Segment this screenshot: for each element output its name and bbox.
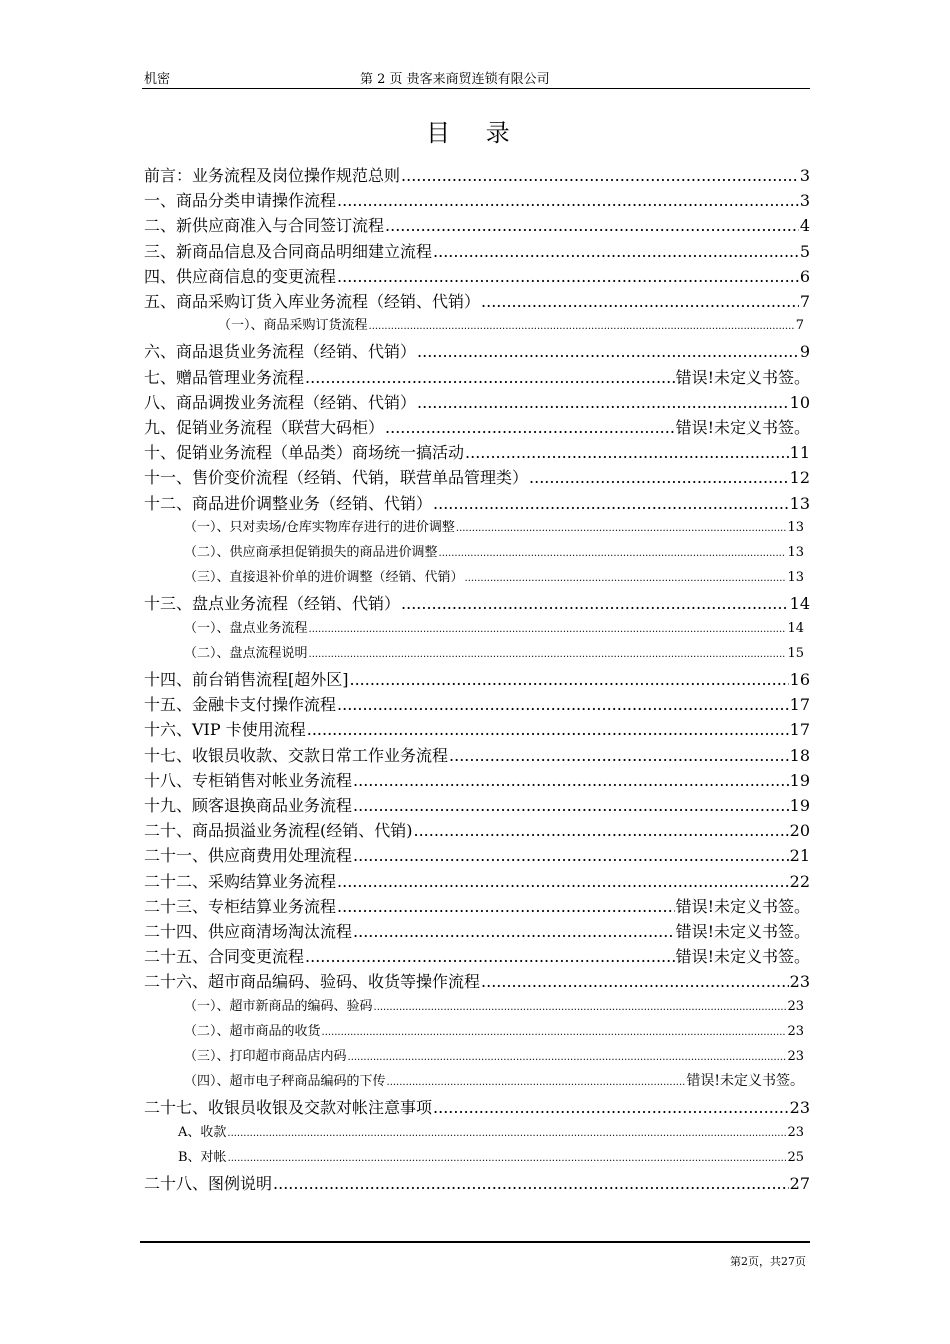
toc-entry-label: 三、新商品信息及合同商品明细建立流程 xyxy=(144,241,433,261)
toc-entry-page: 7 xyxy=(795,318,804,334)
toc-entry-page: 13 xyxy=(789,493,810,513)
toc-entry-label: 二十三、专柜结算业务流程 xyxy=(144,896,337,916)
toc-entry-page: 22 xyxy=(789,871,810,891)
toc-entry-label: 五、商品采购订货入库业务流程（经销、代销） xyxy=(144,292,481,311)
toc-leader-dots xyxy=(449,746,789,765)
toc-leader-dots xyxy=(387,1074,686,1089)
toc-entry-page: 3 xyxy=(799,191,810,211)
toc-entry-page: 14 xyxy=(787,620,804,636)
toc-leader-dots xyxy=(439,545,787,560)
toc-entry-label: A、收款 xyxy=(178,1124,227,1140)
toc-entry-page: 9 xyxy=(799,342,810,362)
toc-entry-page: 13 xyxy=(787,545,804,560)
toc-entry[interactable] xyxy=(144,264,810,287)
toc-entry[interactable] xyxy=(144,390,810,413)
toc-entry-label: 十七、收银员收款、交款日常工作业务流程 xyxy=(144,745,449,765)
toc-entry-label: （三）、直接退补价单的进价调整（经销、代销） xyxy=(184,570,464,586)
toc-entry-label: 前言：业务流程及岗位操作规范总则 xyxy=(144,166,401,185)
toc-entry[interactable] xyxy=(184,1020,804,1039)
toc-entry-page: 17 xyxy=(789,720,810,740)
toc-entry[interactable] xyxy=(144,491,810,514)
toc-entry[interactable] xyxy=(178,1121,804,1140)
toc-title: 目 录 xyxy=(426,119,524,147)
toc-entry-label: （三）、打印超市商品店内码 xyxy=(184,1049,347,1064)
toc-entry-label: 二十四、供应商清场淘汰流程 xyxy=(144,922,353,941)
toc-leader-dots xyxy=(401,166,799,185)
toc-entry[interactable] xyxy=(144,843,810,866)
toc-entry-label: （一）、商品采购订货流程 xyxy=(218,318,368,334)
toc-entry-label: 十八、专柜销售对帐业务流程 xyxy=(144,770,353,790)
toc-leader-dots xyxy=(350,670,789,689)
toc-leader-dots xyxy=(433,242,799,261)
toc-entry-page: 错误!未定义书签。 xyxy=(675,922,810,941)
toc-entry-label: 十一、售价变价流程（经销、代销，联营单品管理类） xyxy=(144,468,529,488)
toc-entry-page: 10 xyxy=(789,392,810,412)
toc-entry[interactable] xyxy=(144,213,810,236)
toc-leader-dots xyxy=(374,999,787,1014)
toc-entry[interactable] xyxy=(144,793,810,816)
toc-leader-dots xyxy=(353,796,789,815)
toc-entry-page: 错误!未定义书签。 xyxy=(675,896,810,916)
toc-entry-page: 12 xyxy=(789,468,810,488)
toc-entry[interactable] xyxy=(144,1171,810,1194)
toc-entry[interactable] xyxy=(144,365,810,388)
toc-entry-page: 23 xyxy=(787,1023,804,1039)
toc-entry-page: 23 xyxy=(787,1124,804,1140)
toc-entry-label: 二十一、供应商费用处理流程 xyxy=(144,846,353,866)
toc-entry-page: 4 xyxy=(799,216,810,236)
toc-leader-dots xyxy=(337,267,799,286)
toc-leader-dots xyxy=(348,1049,787,1064)
header-confidential: 机密 xyxy=(144,72,171,87)
toc-entry-page: 14 xyxy=(789,594,810,614)
toc-entry-label: 二十六、超市商品编码、验码、收货等操作流程 xyxy=(144,972,481,992)
toc-entry[interactable] xyxy=(144,692,810,715)
toc-leader-dots xyxy=(417,342,799,361)
toc-entry-label: 十二、商品进价调整业务（经销、代销） xyxy=(144,493,433,513)
toc-leader-dots xyxy=(481,292,799,311)
toc-entry-label: 二十二、采购结算业务流程 xyxy=(144,871,337,891)
toc-entry-page: 6 xyxy=(799,266,810,286)
toc-entry[interactable] xyxy=(144,289,810,312)
toc-leader-dots xyxy=(353,922,675,941)
toc-entry[interactable] xyxy=(144,339,810,362)
toc-entry-label: （二）、盘点流程说明 xyxy=(184,645,308,661)
toc-entry[interactable] xyxy=(144,717,810,740)
toc-leader-dots xyxy=(337,897,675,916)
toc-entry-page: 11 xyxy=(789,443,810,463)
toc-entry-page: 23 xyxy=(789,972,810,992)
toc-entry-label: 十九、顾客退换商品业务流程 xyxy=(144,796,353,815)
toc-leader-dots xyxy=(456,520,787,535)
toc-entry-label: 八、商品调拨业务流程（经销、代销） xyxy=(144,392,417,412)
toc-entry-page: 18 xyxy=(789,745,810,765)
toc-entry-page: 3 xyxy=(799,166,810,185)
toc-leader-dots xyxy=(417,393,789,412)
header-page-company: 第 2 页 贵客来商贸连锁有限公司 xyxy=(360,72,550,87)
toc-entry-label: 一、商品分类申请操作流程 xyxy=(144,191,337,211)
toc-entry[interactable] xyxy=(144,768,810,791)
toc-entry[interactable] xyxy=(144,188,810,211)
toc-entry[interactable] xyxy=(184,642,804,661)
toc-entry[interactable] xyxy=(144,667,810,690)
toc-entry-label: （一）、只对卖场/仓库实物库存进行的进价调整 xyxy=(184,519,455,535)
toc-entry[interactable] xyxy=(184,541,804,560)
toc-entry-label: 二十七、收银员收银及交款对帐注意事项 xyxy=(144,1098,433,1118)
toc-leader-dots xyxy=(337,872,789,891)
toc-entry[interactable] xyxy=(144,743,810,766)
toc-leader-dots xyxy=(385,418,675,437)
toc-entry-page: 17 xyxy=(789,695,810,715)
toc-entry[interactable] xyxy=(144,919,810,942)
toc-leader-dots xyxy=(465,443,789,462)
toc-entry[interactable] xyxy=(184,566,804,585)
toc-leader-dots xyxy=(353,771,789,790)
toc-entry[interactable] xyxy=(144,415,810,438)
toc-entry-page: 19 xyxy=(789,796,810,815)
toc-entry-label: （二）、超市商品的收货 xyxy=(184,1023,321,1039)
toc-leader-dots xyxy=(273,1174,789,1193)
toc-entry-label: 六、商品退货业务流程（经销、代销） xyxy=(144,342,417,362)
toc-leader-dots xyxy=(309,621,787,636)
toc-entry-page: 20 xyxy=(789,821,810,841)
footer-rule xyxy=(140,1241,810,1243)
toc-entry-label: 七、赠品管理业务流程 xyxy=(144,367,305,387)
toc-leader-dots xyxy=(227,1125,786,1140)
toc-leader-dots xyxy=(337,695,789,714)
toc-entry-label: 十五、金融卡支付操作流程 xyxy=(144,695,337,715)
toc-entry-label: 十、促销业务流程（单品类）商场统一搞活动 xyxy=(144,443,465,463)
toc-entry-label: （一）、超市新商品的编码、验码 xyxy=(184,998,373,1014)
footer-page-number: 第2页，共27页 xyxy=(730,1255,806,1268)
toc-entry[interactable] xyxy=(144,944,810,967)
toc-entry-label: （二）、供应商承担促销损失的商品进价调整 xyxy=(184,545,438,560)
toc-entry-page: 23 xyxy=(787,1049,804,1064)
toc-entry[interactable] xyxy=(184,617,804,636)
toc-entry-label: 十三、盘点业务流程（经销、代销） xyxy=(144,594,401,614)
toc-entry-label: 二十五、合同变更流程 xyxy=(144,947,305,967)
toc-entry[interactable] xyxy=(144,1095,810,1118)
toc-entry-page: 23 xyxy=(789,1098,810,1118)
toc-entry-page: 15 xyxy=(787,645,804,661)
toc-entry-page: 13 xyxy=(787,519,804,535)
toc-entry[interactable] xyxy=(144,239,810,262)
toc-entry-page: 27 xyxy=(789,1174,810,1193)
header-rule xyxy=(142,88,810,89)
toc-entry[interactable] xyxy=(144,591,810,614)
toc-leader-dots xyxy=(433,1098,789,1117)
toc-leader-dots xyxy=(353,846,789,865)
toc-entry-label: 二、新供应商准入与合同签订流程 xyxy=(144,216,385,236)
toc-entry[interactable] xyxy=(218,314,804,333)
toc-leader-dots xyxy=(309,646,787,661)
toc-entry-page: 23 xyxy=(787,998,804,1014)
toc-entry-page: 错误!未定义书签。 xyxy=(675,418,810,437)
toc-entry-label: 十六、VIP 卡使用流程 xyxy=(144,720,306,740)
toc-entry-label: （一）、盘点业务流程 xyxy=(184,620,308,636)
toc-entry-label: 四、供应商信息的变更流程 xyxy=(144,266,337,286)
toc-entry[interactable] xyxy=(144,163,810,186)
toc-leader-dots xyxy=(401,594,789,613)
toc-entry[interactable] xyxy=(144,465,810,488)
toc-entry-label: B、对帐 xyxy=(178,1149,227,1165)
toc-leader-dots xyxy=(228,1150,787,1165)
toc-entry-page: 错误!未定义书签。 xyxy=(675,367,810,387)
toc-entry-page: 5 xyxy=(799,241,810,261)
toc-entry-label: （四）、超市电子秤商品编码的下传 xyxy=(184,1074,386,1090)
toc-entry[interactable] xyxy=(184,1070,804,1090)
toc-entry-label: 二十、商品损溢业务流程(经销、代销) xyxy=(144,821,413,841)
toc-entry-label: 十四、前台销售流程[超外区] xyxy=(144,670,349,689)
toc-leader-dots xyxy=(465,570,787,585)
toc-leader-dots xyxy=(305,947,675,966)
toc-entry-page: 错误!未定义书签。 xyxy=(686,1073,804,1090)
toc-entry-page: 13 xyxy=(787,570,804,586)
toc-entry[interactable] xyxy=(144,818,810,841)
toc-leader-dots xyxy=(307,720,789,739)
toc-leader-dots xyxy=(481,972,789,991)
toc-leader-dots xyxy=(385,216,799,235)
toc-entry-page: 25 xyxy=(787,1149,804,1165)
toc-entry-page: 16 xyxy=(789,670,810,689)
toc-entry-page: 19 xyxy=(789,770,810,790)
toc-entry[interactable] xyxy=(144,969,810,992)
toc-leader-dots xyxy=(433,494,789,513)
toc-entry-page: 21 xyxy=(789,846,810,866)
toc-leader-dots xyxy=(322,1024,787,1039)
toc-entry-label: 九、促销业务流程（联营大码柜） xyxy=(144,418,385,437)
toc-leader-dots xyxy=(369,318,795,333)
toc-entry[interactable] xyxy=(144,440,810,463)
toc-entry[interactable] xyxy=(184,995,804,1014)
toc-entry-label: 二十八、图例说明 xyxy=(144,1174,273,1193)
toc-entry[interactable] xyxy=(178,1146,804,1165)
toc-leader-dots xyxy=(529,468,789,487)
toc-leader-dots xyxy=(414,821,789,840)
toc-leader-dots xyxy=(337,191,799,210)
toc-entry[interactable] xyxy=(184,516,804,535)
toc-leader-dots xyxy=(305,368,675,387)
toc-entry[interactable] xyxy=(144,894,810,917)
toc-entry-page: 7 xyxy=(799,292,810,311)
toc-entry[interactable] xyxy=(144,869,810,892)
toc-entry-page: 错误!未定义书签。 xyxy=(675,947,810,967)
toc-entry[interactable] xyxy=(184,1045,804,1064)
